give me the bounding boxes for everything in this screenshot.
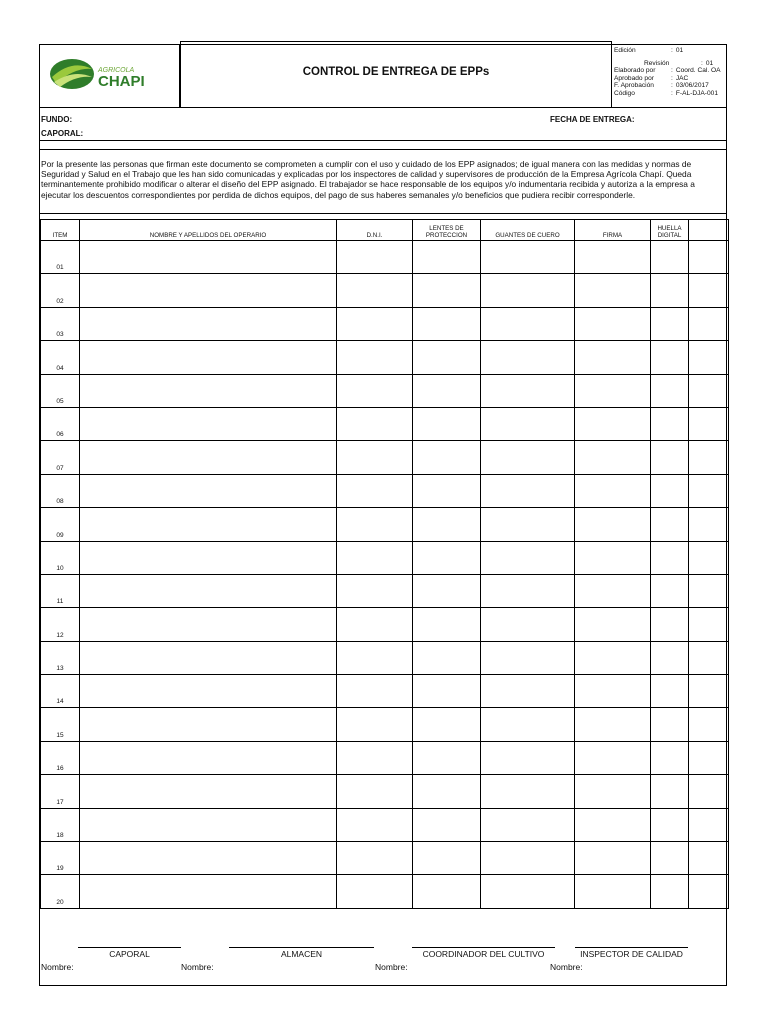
table-cell[interactable] — [337, 241, 413, 274]
item-number: 07 — [41, 441, 80, 474]
logo-cell — [40, 45, 180, 107]
table-cell[interactable] — [481, 474, 575, 507]
signature-line[interactable]: ALMACEN — [229, 947, 374, 959]
meta-key: Elaborado por — [614, 67, 656, 75]
table-cell[interactable] — [80, 574, 337, 607]
table-cell[interactable] — [651, 842, 689, 875]
table-header-row — [41, 220, 729, 241]
table-cell[interactable] — [80, 608, 337, 641]
table-cell[interactable] — [80, 407, 337, 440]
meta-key: Edición — [614, 47, 636, 54]
meta-val: Coord. Cal. OA — [675, 67, 721, 75]
meta-val: JAC — [675, 74, 689, 82]
meta-sep: : — [671, 47, 673, 54]
table-cell[interactable] — [481, 241, 575, 274]
table-cell[interactable] — [689, 574, 729, 607]
table-cell[interactable] — [651, 307, 689, 340]
table-cell[interactable] — [337, 274, 413, 307]
epp-delivery-form — [39, 44, 727, 986]
table-cell[interactable] — [80, 541, 337, 574]
table-cell[interactable] — [80, 474, 337, 507]
table-cell[interactable] — [337, 508, 413, 541]
table-cell[interactable] — [689, 875, 729, 908]
table-cell[interactable] — [575, 875, 651, 908]
table-cell[interactable] — [413, 708, 481, 741]
table-cell[interactable] — [689, 441, 729, 474]
column-header — [689, 220, 729, 241]
table-cell[interactable] — [575, 508, 651, 541]
table-cell[interactable] — [689, 274, 729, 307]
meta-row — [614, 75, 728, 83]
table-cell[interactable] — [413, 307, 481, 340]
item-number: 12 — [41, 608, 80, 641]
table-cell[interactable] — [689, 474, 729, 507]
table-cell[interactable] — [481, 641, 575, 674]
table-cell[interactable] — [651, 341, 689, 374]
table-cell[interactable] — [337, 541, 413, 574]
table-cell[interactable] — [575, 474, 651, 507]
signature-line[interactable]: CAPORAL — [78, 947, 181, 959]
table-cell[interactable] — [575, 775, 651, 808]
table-cell[interactable] — [80, 675, 337, 708]
table-cell[interactable] — [481, 374, 575, 407]
meta-val: 01 — [705, 59, 714, 67]
table-cell[interactable] — [481, 541, 575, 574]
table-cell[interactable] — [80, 441, 337, 474]
meta-key: Aprobado por — [614, 74, 654, 82]
table-cell[interactable] — [481, 775, 575, 808]
table-cell[interactable] — [651, 274, 689, 307]
item-number: 19 — [41, 842, 80, 875]
item-number: 09 — [41, 508, 80, 541]
meta-row — [614, 90, 728, 98]
column-header: NOMBRE Y APELLIDOS DEL OPERARIO — [80, 220, 337, 241]
column-header: HUELLA DIGITAL — [651, 220, 689, 241]
table-cell[interactable] — [80, 775, 337, 808]
table-row — [41, 608, 729, 641]
table-cell[interactable] — [413, 608, 481, 641]
item-number: 01 — [41, 241, 80, 274]
table-cell[interactable] — [413, 241, 481, 274]
table-cell[interactable] — [337, 842, 413, 875]
nombre-label: Nombre: — [181, 962, 214, 972]
caporal-label: CAPORAL: — [41, 129, 84, 138]
meta-sep: : — [671, 82, 673, 90]
table-cell[interactable] — [413, 741, 481, 774]
table-cell[interactable] — [575, 274, 651, 307]
table-row — [41, 641, 729, 674]
nombre-label: Nombre: — [41, 962, 74, 972]
table-cell[interactable] — [413, 341, 481, 374]
meta-row — [614, 82, 728, 90]
table-cell[interactable] — [413, 508, 481, 541]
table-cell[interactable] — [575, 808, 651, 841]
table-cell[interactable] — [575, 574, 651, 607]
table-cell[interactable] — [689, 708, 729, 741]
table-cell[interactable] — [689, 808, 729, 841]
table-cell[interactable] — [651, 407, 689, 440]
table-cell[interactable] — [481, 407, 575, 440]
table-cell[interactable] — [80, 741, 337, 774]
delivery-table — [40, 219, 728, 908]
table-cell[interactable] — [689, 608, 729, 641]
table-row — [41, 374, 729, 407]
table-cell[interactable] — [413, 641, 481, 674]
divider — [40, 213, 726, 214]
table-row — [41, 775, 729, 808]
table-cell[interactable] — [481, 307, 575, 340]
table-cell[interactable] — [689, 541, 729, 574]
table-cell[interactable] — [413, 541, 481, 574]
form-title: CONTROL DE ENTREGA DE EPPs — [302, 66, 490, 78]
table-row — [41, 341, 729, 374]
table-row — [41, 741, 729, 774]
table-cell[interactable] — [689, 241, 729, 274]
table-cell[interactable] — [80, 508, 337, 541]
table-row — [41, 241, 729, 274]
table-cell[interactable] — [651, 775, 689, 808]
table-cell[interactable] — [80, 842, 337, 875]
table-cell[interactable] — [575, 241, 651, 274]
table-cell[interactable] — [80, 641, 337, 674]
table-cell[interactable] — [481, 808, 575, 841]
table-row — [41, 274, 729, 307]
signature-line[interactable]: COORDINADOR DEL CULTIVO — [412, 947, 555, 959]
column-header: LENTES DE PROTECCION — [413, 220, 481, 241]
table-row — [41, 474, 729, 507]
column-header: FIRMA — [575, 220, 651, 241]
table-row — [41, 508, 729, 541]
table-cell[interactable] — [481, 274, 575, 307]
table-cell[interactable] — [689, 508, 729, 541]
nombre-label: Nombre: — [375, 962, 408, 972]
table-cell[interactable] — [689, 842, 729, 875]
table-cell[interactable] — [413, 775, 481, 808]
table-cell[interactable] — [337, 341, 413, 374]
meta-val: F-AL-DJA-001 — [675, 89, 718, 97]
table-cell[interactable] — [337, 608, 413, 641]
table-cell[interactable] — [413, 574, 481, 607]
item-number: 03 — [41, 307, 80, 340]
table-cell[interactable] — [651, 241, 689, 274]
table-cell[interactable] — [575, 374, 651, 407]
table-cell[interactable] — [80, 241, 337, 274]
table-cell[interactable] — [413, 274, 481, 307]
item-number: 15 — [41, 708, 80, 741]
meta-sep: : — [671, 74, 673, 82]
table-cell[interactable] — [481, 875, 575, 908]
nombre-label: Nombre: — [550, 962, 583, 972]
table-cell[interactable] — [689, 675, 729, 708]
table-cell[interactable] — [651, 641, 689, 674]
item-number: 05 — [41, 374, 80, 407]
item-number: 08 — [41, 474, 80, 507]
table-cell[interactable] — [481, 574, 575, 607]
table-cell[interactable] — [689, 641, 729, 674]
meta-val: 03/06/2017 — [675, 82, 709, 90]
table-cell[interactable] — [689, 374, 729, 407]
table-row — [41, 541, 729, 574]
table-cell[interactable] — [337, 775, 413, 808]
table-row — [41, 808, 729, 841]
table-cell[interactable] — [651, 708, 689, 741]
table-cell[interactable] — [575, 608, 651, 641]
table-cell[interactable] — [689, 307, 729, 340]
table-cell[interactable] — [481, 341, 575, 374]
fundo-label: FUNDO: — [41, 115, 73, 124]
item-number: 10 — [41, 541, 80, 574]
table-cell[interactable] — [575, 307, 651, 340]
company-logo — [48, 55, 174, 93]
table-cell[interactable] — [80, 307, 337, 340]
column-header: D.N.I. — [337, 220, 413, 241]
item-number: 06 — [41, 407, 80, 440]
item-number: 17 — [41, 775, 80, 808]
table-cell[interactable] — [337, 875, 413, 908]
table-cell[interactable] — [80, 708, 337, 741]
meta-key: Revisión — [644, 59, 670, 67]
table-cell[interactable] — [481, 441, 575, 474]
table-cell[interactable] — [337, 307, 413, 340]
table-cell[interactable] — [689, 775, 729, 808]
logo-brand-big: CHAPI — [98, 73, 145, 90]
table-cell[interactable] — [413, 842, 481, 875]
form-header — [40, 45, 726, 108]
table-cell[interactable] — [337, 708, 413, 741]
table-row — [41, 574, 729, 607]
table-cell[interactable] — [481, 741, 575, 774]
table-cell[interactable] — [80, 875, 337, 908]
table-cell[interactable] — [413, 808, 481, 841]
table-cell[interactable] — [337, 474, 413, 507]
item-number: 13 — [41, 641, 80, 674]
table-row — [41, 441, 729, 474]
meta-val: 01 — [675, 47, 684, 54]
table-cell[interactable] — [651, 508, 689, 541]
table-cell[interactable] — [575, 441, 651, 474]
table-cell[interactable] — [575, 708, 651, 741]
table-cell[interactable] — [337, 641, 413, 674]
table-cell[interactable] — [337, 407, 413, 440]
item-number: 14 — [41, 675, 80, 708]
table-cell[interactable] — [575, 641, 651, 674]
table-row — [41, 307, 729, 340]
table-row — [41, 842, 729, 875]
signature-line[interactable]: INSPECTOR DE CALIDAD — [575, 947, 688, 959]
table-cell[interactable] — [651, 741, 689, 774]
table-row — [41, 875, 729, 908]
title-cell — [180, 41, 612, 107]
table-row — [41, 407, 729, 440]
table-cell[interactable] — [575, 407, 651, 440]
table-cell[interactable] — [651, 474, 689, 507]
table-cell[interactable] — [337, 675, 413, 708]
table-cell[interactable] — [651, 541, 689, 574]
table-cell[interactable] — [413, 675, 481, 708]
table-cell[interactable] — [651, 374, 689, 407]
table-cell[interactable] — [413, 441, 481, 474]
document-meta — [612, 47, 728, 98]
table-cell[interactable] — [337, 574, 413, 607]
table-cell[interactable] — [337, 808, 413, 841]
caporal-row — [40, 127, 726, 141]
table-cell[interactable] — [413, 875, 481, 908]
table-row — [41, 675, 729, 708]
item-number: 11 — [41, 574, 80, 607]
table-cell[interactable] — [80, 341, 337, 374]
meta-sep: : — [671, 67, 673, 75]
item-number: 02 — [41, 274, 80, 307]
fecha-entrega-label: FECHA DE ENTREGA: — [550, 115, 635, 124]
divider — [40, 149, 726, 150]
table-cell[interactable] — [481, 508, 575, 541]
table-cell[interactable] — [575, 741, 651, 774]
item-number: 16 — [41, 741, 80, 774]
table-cell[interactable] — [80, 374, 337, 407]
table-cell[interactable] — [80, 274, 337, 307]
table-cell[interactable] — [651, 808, 689, 841]
table-cell[interactable] — [651, 574, 689, 607]
table-cell[interactable] — [689, 341, 729, 374]
table-cell[interactable] — [481, 842, 575, 875]
table-cell[interactable] — [651, 675, 689, 708]
item-number: 04 — [41, 341, 80, 374]
table-cell[interactable] — [481, 675, 575, 708]
table-cell[interactable] — [80, 808, 337, 841]
table-cell[interactable] — [337, 441, 413, 474]
item-number: 20 — [41, 875, 80, 908]
logo-brand-small: AGRICOLA — [98, 67, 135, 74]
meta-key: Código — [614, 89, 635, 97]
table-row — [41, 708, 729, 741]
table-cell[interactable] — [651, 875, 689, 908]
table-cell[interactable] — [413, 474, 481, 507]
item-number: 18 — [41, 808, 80, 841]
table-cell[interactable] — [689, 407, 729, 440]
fundo-row — [40, 113, 726, 127]
column-header: GUANTES DE CUERO — [481, 220, 575, 241]
table-cell[interactable] — [575, 842, 651, 875]
table-cell[interactable] — [651, 441, 689, 474]
table-cell[interactable] — [481, 708, 575, 741]
table-cell[interactable] — [651, 608, 689, 641]
meta-row — [614, 60, 728, 68]
table-cell[interactable] — [413, 407, 481, 440]
table-cell[interactable] — [337, 741, 413, 774]
table-cell[interactable] — [689, 741, 729, 774]
table-cell[interactable] — [575, 541, 651, 574]
table-cell[interactable] — [481, 608, 575, 641]
meta-row — [614, 67, 728, 75]
meta-sep: : — [701, 59, 703, 67]
meta-key: F. Aprobación — [614, 82, 654, 90]
meta-row — [614, 47, 728, 55]
column-header: ITEM — [41, 220, 80, 241]
table-cell[interactable] — [575, 341, 651, 374]
commitment-text: Por la presente las personas que firman este documento se comprometen a cumplir con el uso y cuidado de los EPP asignados; de igual manera con las medidas y normas de Seguridad y Salud en el Trabajo que les han sido comunicadas y explicadas por los inspectores de calidad y supervisores de producción de la Empresa Agrícola Chapí. Queda terminantemente prohibido modificar o alterar el diseño del EPP asignado. El trabajador se hace responsable de los equipos y/o indumentaria recibida y autoriza a la empresa a ejecutar los descuentos correspondientes por perdida de dichos equipos, del pago de sus haberes semanales y/o beneficios que pudiera recibir corresponderle. — [41, 159, 695, 200]
meta-sep: : — [671, 89, 673, 97]
table-cell[interactable] — [337, 374, 413, 407]
table-cell[interactable] — [575, 675, 651, 708]
table-cell[interactable] — [413, 374, 481, 407]
